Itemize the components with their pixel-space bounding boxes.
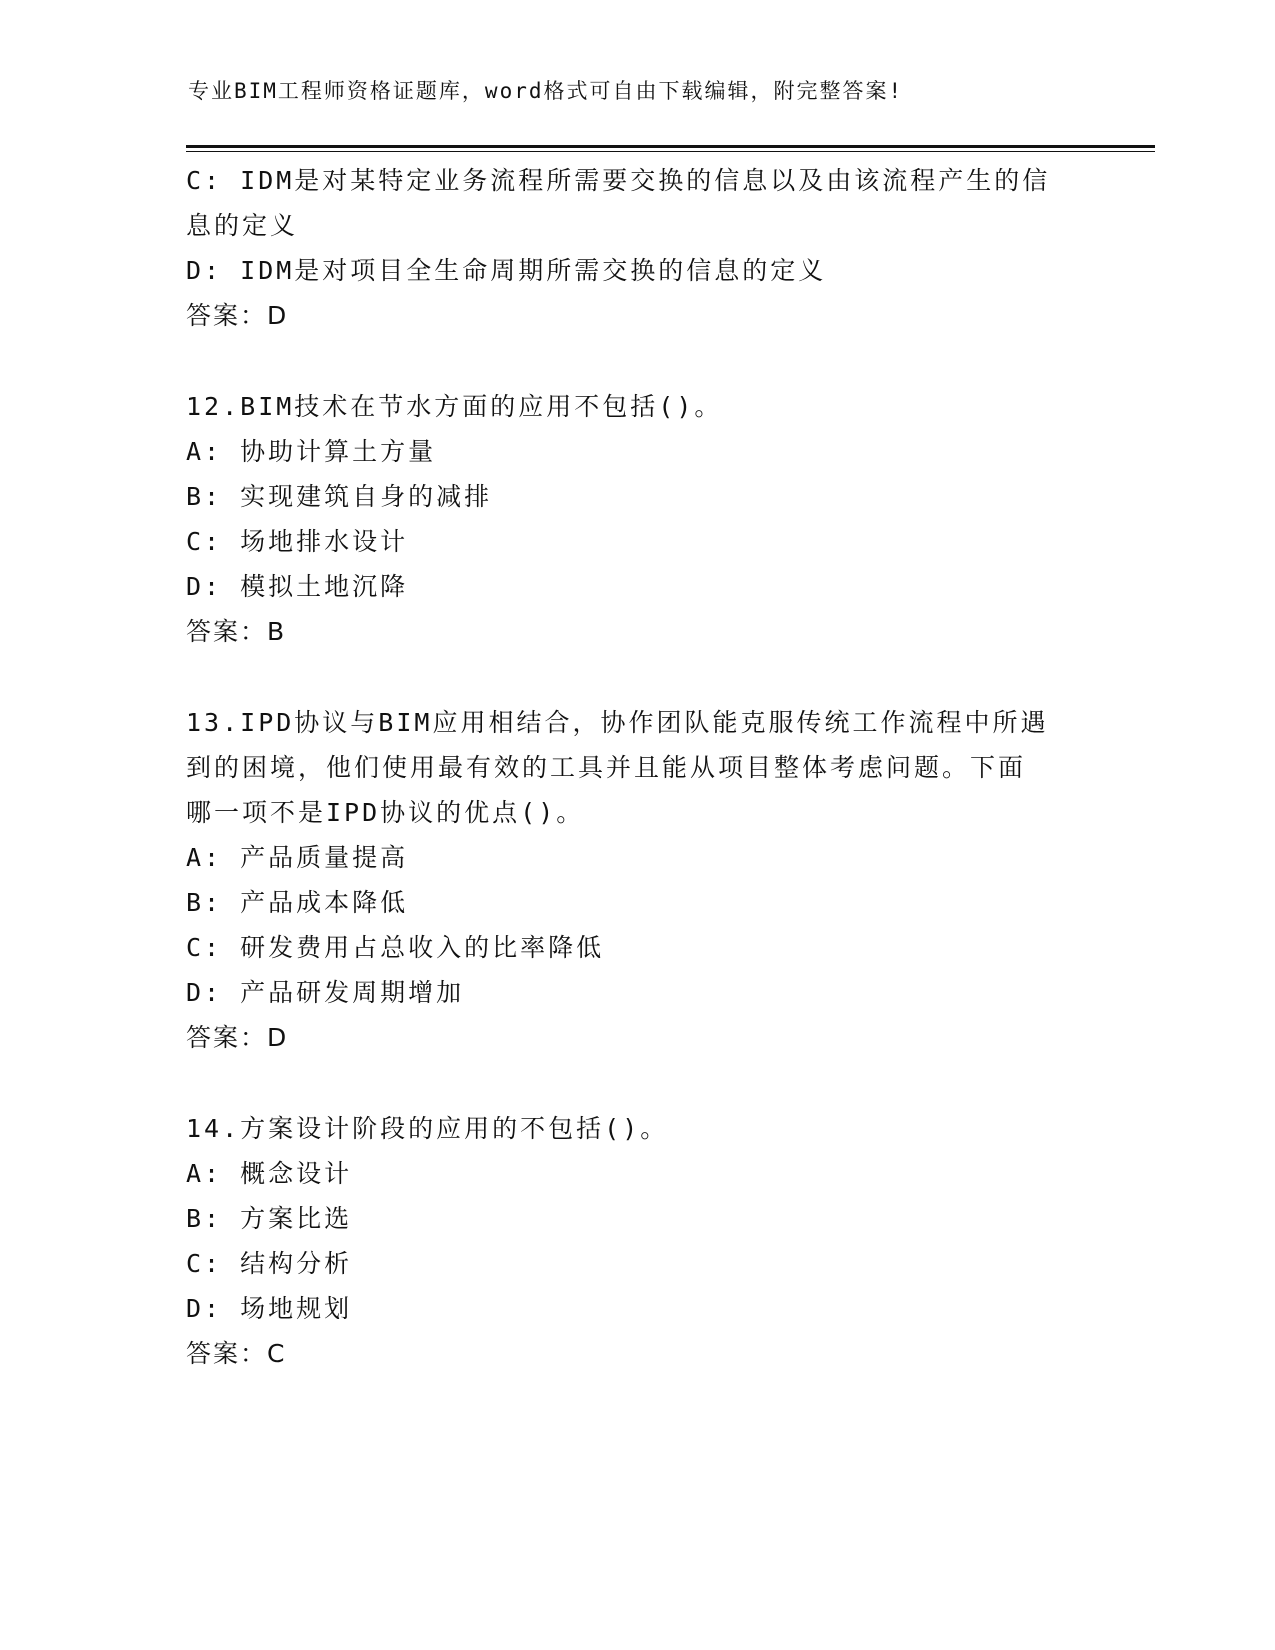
answer-line: 答案：D bbox=[186, 301, 289, 330]
block-spacer bbox=[186, 654, 1066, 700]
option-line: A: 产品质量提高 bbox=[186, 843, 409, 872]
question-block bbox=[186, 1106, 1066, 1376]
option-line: B: 方案比选 bbox=[186, 1204, 353, 1233]
option-line: C: 场地排水设计 bbox=[186, 527, 409, 556]
question-stem: 13.IPD协议与BIM应用相结合，协作团队能克服传统工作流程中所遇 bbox=[186, 708, 1049, 737]
option-line: D: 场地规划 bbox=[186, 1294, 353, 1323]
option-line: C: IDM是对某特定业务流程所需要交换的信息以及由该流程产生的信 bbox=[186, 166, 1051, 195]
question-stem: 12.BIM技术在节水方面的应用不包括()。 bbox=[186, 392, 723, 421]
option-line: A: 概念设计 bbox=[186, 1159, 353, 1188]
question-stem: 到的困境，他们使用最有效的工具并且能从项目整体考虑问题。下面 bbox=[186, 753, 1027, 782]
block-spacer bbox=[186, 1060, 1066, 1106]
question-block bbox=[186, 700, 1066, 1060]
answer-line: 答案：C bbox=[186, 1339, 287, 1368]
answer-line: 答案：D bbox=[186, 1023, 289, 1052]
option-line: D: 模拟土地沉降 bbox=[186, 572, 409, 601]
option-line: 息的定义 bbox=[186, 211, 299, 240]
header-rule-thick bbox=[186, 145, 1155, 148]
question-stem: 14.方案设计阶段的应用的不包括()。 bbox=[186, 1114, 669, 1143]
question-stem: 哪一项不是IPD协议的优点()。 bbox=[186, 798, 585, 827]
option-line: A: 协助计算土方量 bbox=[186, 437, 437, 466]
option-line: C: 结构分析 bbox=[186, 1249, 353, 1278]
question-block bbox=[186, 384, 1066, 654]
question-content bbox=[186, 158, 1066, 1376]
option-line: B: 实现建筑自身的减排 bbox=[186, 482, 493, 511]
block-spacer bbox=[186, 338, 1066, 384]
answer-line: 答案：B bbox=[186, 617, 287, 646]
option-line: B: 产品成本降低 bbox=[186, 888, 409, 917]
header-rule-thin bbox=[186, 151, 1155, 152]
option-line: D: 产品研发周期增加 bbox=[186, 978, 465, 1007]
option-line: C: 研发费用占总收入的比率降低 bbox=[186, 933, 605, 962]
option-line: D: IDM是对项目全生命周期所需交换的信息的定义 bbox=[186, 256, 827, 285]
document-header: 专业BIM工程师资格证题库，word格式可自由下载编辑，附完整答案! bbox=[188, 79, 904, 103]
question-block bbox=[186, 158, 1066, 338]
